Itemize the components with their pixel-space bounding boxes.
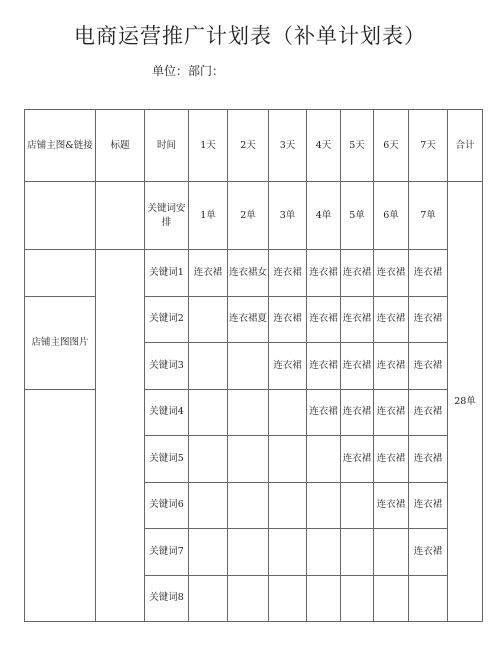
schedule-label: 关键词安排 <box>145 182 189 250</box>
keyword-cell: 连衣裙 <box>269 296 307 343</box>
total-cell: 28单 <box>448 182 483 622</box>
keyword-cell <box>341 529 374 576</box>
keyword-row <box>25 389 483 436</box>
header-day: 3天 <box>269 110 307 182</box>
schedule-orders: 7单 <box>409 182 448 250</box>
keyword-cell <box>189 482 228 529</box>
keyword-cell <box>269 389 307 436</box>
keyword-cell: 连衣裙 <box>374 482 409 529</box>
schedule-orders: 2单 <box>228 182 269 250</box>
keyword-cell <box>189 343 228 390</box>
shop-cell-top <box>25 182 96 250</box>
header-day: 7天 <box>409 110 448 182</box>
keyword-label: 关键词6 <box>145 482 189 529</box>
shop-cell-upper <box>25 250 96 297</box>
header-day: 2天 <box>228 110 269 182</box>
keyword-schedule-row <box>25 182 483 250</box>
document-title: 电商运营推广计划表（补单计划表） <box>74 24 426 48</box>
keyword-label: 关键词8 <box>145 575 189 622</box>
keyword-label: 关键词4 <box>145 389 189 436</box>
keyword-cell: 连衣裙 <box>374 343 409 390</box>
keyword-row <box>25 250 483 297</box>
header-time: 时间 <box>145 110 189 182</box>
keyword-cell <box>228 343 269 390</box>
keyword-cell: 连衣裙 <box>374 389 409 436</box>
keyword-cell <box>409 575 448 622</box>
keyword-cell <box>307 436 341 483</box>
keyword-cell <box>269 575 307 622</box>
keyword-cell: 连衣裙女 <box>228 250 269 297</box>
keyword-cell: 连衣裙 <box>307 296 341 343</box>
keyword-cell <box>189 436 228 483</box>
header-shop-image-link: 店铺主图&链接 <box>25 110 96 182</box>
keyword-cell: 连衣裙 <box>409 250 448 297</box>
keyword-cell: 连衣裙 <box>307 343 341 390</box>
keyword-cell: 连衣裙夏 <box>228 296 269 343</box>
unit-department-line: 单位：部门： <box>152 64 225 78</box>
keyword-cell <box>228 436 269 483</box>
keyword-row <box>25 296 483 343</box>
keyword-cell <box>307 575 341 622</box>
title-cell-top <box>96 182 145 250</box>
header-day: 1天 <box>189 110 228 182</box>
keyword-cell <box>341 482 374 529</box>
keyword-cell <box>189 389 228 436</box>
keyword-label: 关键词1 <box>145 250 189 297</box>
keyword-cell: 连衣裙 <box>409 343 448 390</box>
keyword-cell: 连衣裙 <box>189 250 228 297</box>
keyword-cell <box>228 389 269 436</box>
header-title: 标题 <box>96 110 145 182</box>
keyword-cell <box>269 482 307 529</box>
keyword-cell: 连衣裙 <box>409 436 448 483</box>
keyword-cell <box>269 436 307 483</box>
keyword-cell: 连衣裙 <box>269 250 307 297</box>
promotion-plan-table <box>24 109 483 622</box>
keyword-cell: 连衣裙 <box>409 482 448 529</box>
keyword-cell <box>228 575 269 622</box>
keyword-cell: 连衣裙 <box>269 343 307 390</box>
keyword-cell: 连衣裙 <box>374 250 409 297</box>
header-total: 合计 <box>448 110 483 182</box>
keyword-cell: 连衣裙 <box>341 250 374 297</box>
header-day: 4天 <box>307 110 341 182</box>
header-day: 5天 <box>341 110 374 182</box>
schedule-orders: 5单 <box>341 182 374 250</box>
keyword-label: 关键词7 <box>145 529 189 576</box>
keyword-cell <box>269 529 307 576</box>
title-cell <box>96 250 145 622</box>
keyword-cell <box>189 529 228 576</box>
keyword-cell: 连衣裙 <box>409 296 448 343</box>
keyword-cell <box>307 482 341 529</box>
keyword-cell <box>307 529 341 576</box>
keyword-cell: 连衣裙 <box>409 529 448 576</box>
keyword-label: 关键词2 <box>145 296 189 343</box>
keyword-cell <box>189 575 228 622</box>
keyword-cell <box>374 575 409 622</box>
keyword-label: 关键词5 <box>145 436 189 483</box>
schedule-orders: 6单 <box>374 182 409 250</box>
shop-image-cell: 店铺主图图片 <box>25 296 96 389</box>
keyword-cell <box>341 575 374 622</box>
header-day: 6天 <box>374 110 409 182</box>
keyword-cell: 连衣裙 <box>307 389 341 436</box>
keyword-cell: 连衣裙 <box>341 389 374 436</box>
schedule-orders: 4单 <box>307 182 341 250</box>
keyword-cell: 连衣裙 <box>374 296 409 343</box>
keyword-cell <box>374 529 409 576</box>
keyword-cell: 连衣裙 <box>307 250 341 297</box>
keyword-cell <box>189 296 228 343</box>
keyword-cell <box>228 482 269 529</box>
shop-cell-lower <box>25 389 96 622</box>
header-row <box>25 110 483 182</box>
keyword-cell <box>228 529 269 576</box>
keyword-label: 关键词3 <box>145 343 189 390</box>
keyword-cell: 连衣裙 <box>341 296 374 343</box>
schedule-orders: 3单 <box>269 182 307 250</box>
keyword-cell: 连衣裙 <box>341 343 374 390</box>
keyword-cell: 连衣裙 <box>409 389 448 436</box>
schedule-orders: 1单 <box>189 182 228 250</box>
keyword-cell: 连衣裙 <box>374 436 409 483</box>
keyword-cell: 连衣裙 <box>341 436 374 483</box>
